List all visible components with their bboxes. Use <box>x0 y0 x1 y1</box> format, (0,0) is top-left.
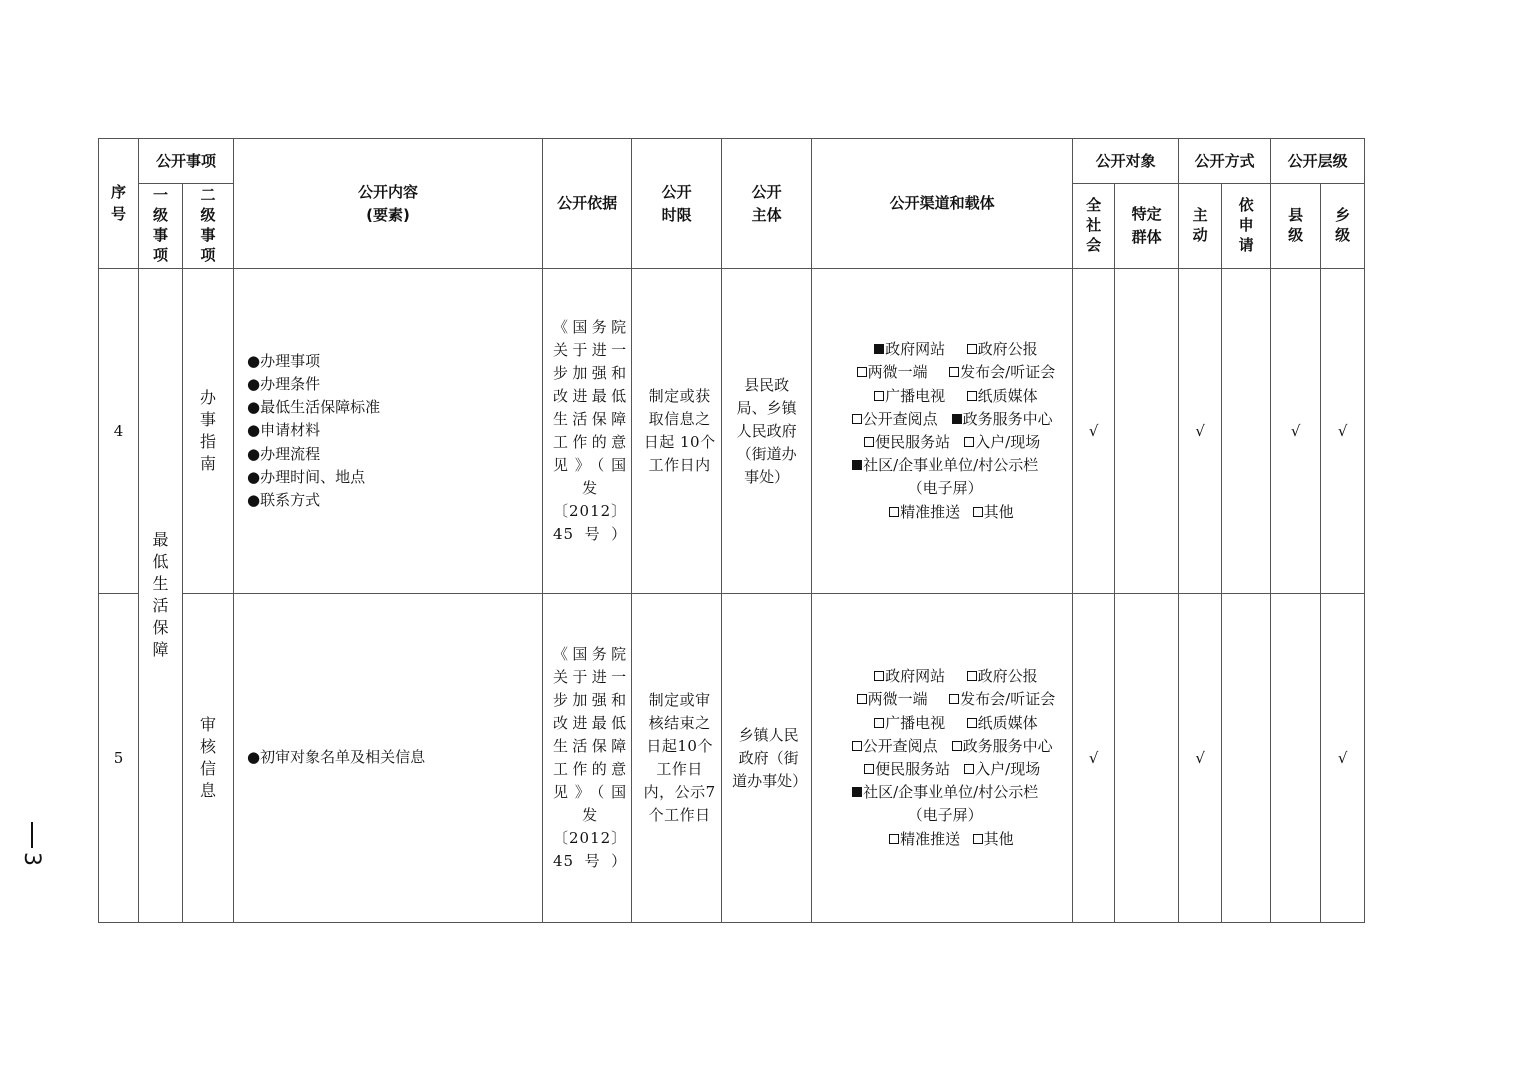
basis-line: 45号） <box>553 852 628 870</box>
unchecked-box-icon <box>964 764 974 774</box>
channel-option <box>967 387 1038 405</box>
channel-label: （电子屏） <box>907 479 983 498</box>
unchecked-box-icon <box>852 741 862 751</box>
channel-row <box>824 361 1066 384</box>
basis-cell <box>543 594 632 923</box>
channel-option <box>952 410 1053 428</box>
channels-cell <box>812 269 1073 594</box>
header-level-town: 乡级 <box>1321 184 1365 269</box>
channel-option <box>949 690 1055 708</box>
subject-cell: 县民政局、乡镇人民政府（街道办事处） <box>722 269 812 594</box>
channel-option <box>835 688 949 711</box>
basis-line: 见》（国 <box>553 456 628 474</box>
channel-option <box>838 735 952 758</box>
channel-row <box>824 804 1066 827</box>
channel-label: 发布会/听证会 <box>960 690 1056 709</box>
header-method-active: 主动 <box>1179 184 1222 269</box>
header-method-apply: 依申请 <box>1222 184 1271 269</box>
level-town-check: √ <box>1321 594 1365 923</box>
method-apply-check <box>1222 269 1271 594</box>
channel-label: 入户/现场 <box>975 433 1041 451</box>
basis-line: 关于进一 <box>553 668 628 686</box>
channel-option <box>908 479 983 497</box>
header-object: 公开对象 <box>1073 139 1179 184</box>
channel-option <box>877 828 973 851</box>
object-specific-check <box>1115 269 1179 594</box>
basis-line: 《国务院 <box>553 318 628 336</box>
content-item: ● 初审对象名单及相关信息 <box>247 746 542 769</box>
unchecked-box-icon <box>889 834 899 844</box>
seq-cell: 5 <box>99 594 139 923</box>
content-item: ● 办理事项 <box>247 350 542 373</box>
channel-label: 两微一端 <box>867 363 928 382</box>
channel-label: 便民服务站 <box>875 760 951 778</box>
channel-label: 精准推送 <box>900 502 961 521</box>
unchecked-box-icon <box>967 671 977 681</box>
basis-cell <box>543 269 632 594</box>
unchecked-box-icon <box>973 507 983 517</box>
header-object-specific: 特定群体 <box>1115 184 1179 269</box>
basis-line: 生活保障 <box>553 410 628 428</box>
channel-option <box>967 667 1038 685</box>
channel-row <box>824 828 1066 851</box>
page-number-dash <box>31 822 33 848</box>
channel-option <box>852 456 1038 474</box>
content-list <box>234 746 542 769</box>
disclosure-table <box>98 138 1365 923</box>
channel-option <box>853 712 967 735</box>
channel-row <box>824 501 1066 524</box>
header-method: 公开方式 <box>1179 139 1271 184</box>
channel-label: 广播电视 <box>885 386 946 405</box>
header-level: 公开层级 <box>1271 139 1365 184</box>
channel-option <box>877 501 973 524</box>
channel-row <box>824 454 1066 477</box>
channel-row <box>824 758 1066 781</box>
channel-label: 社区/企事业单位/村公示栏 <box>863 783 1039 802</box>
channel-label: 纸质媒体 <box>977 713 1038 732</box>
channel-label: （电子屏） <box>907 806 983 825</box>
channel-row <box>824 338 1066 361</box>
content-item: ● 办理流程 <box>247 443 542 466</box>
channel-label: 精准推送 <box>900 829 961 848</box>
object-all-check: √ <box>1073 594 1115 923</box>
header-level-county: 县级 <box>1271 184 1321 269</box>
unchecked-box-icon <box>874 718 884 728</box>
channel-row <box>824 781 1066 804</box>
table-row <box>99 594 1365 923</box>
basis-line: 工作的意 <box>553 760 628 778</box>
basis-line: 见》（国 <box>553 783 628 801</box>
level-town-check: √ <box>1321 269 1365 594</box>
channel-row <box>824 477 1066 500</box>
channel-option <box>973 503 1014 521</box>
unchecked-box-icon <box>967 391 977 401</box>
channel-label: 公开查阅点 <box>862 409 938 428</box>
channel-option <box>838 408 952 431</box>
channel-option <box>853 385 967 408</box>
channel-label: 社区/企事业单位/村公示栏 <box>863 456 1039 475</box>
basis-line: 工作的意 <box>553 433 628 451</box>
header-seq: 序号 <box>99 139 139 269</box>
unchecked-box-icon <box>864 437 874 447</box>
subject-cell: 乡镇人民政府（街道办事处） <box>722 594 812 923</box>
channel-label: 入户/现场 <box>975 760 1041 778</box>
unchecked-box-icon <box>964 437 974 447</box>
checked-box-icon <box>852 787 862 797</box>
level-county-check <box>1271 594 1321 923</box>
unchecked-box-icon <box>973 834 983 844</box>
channel-option <box>853 665 967 688</box>
channel-option <box>952 737 1053 755</box>
header-content: 公开内容 (要素) <box>234 139 543 269</box>
method-apply-check <box>1222 594 1271 923</box>
channel-row <box>824 431 1066 454</box>
channel-label: 两微一端 <box>867 690 928 709</box>
content-item: ● 联系方式 <box>247 489 542 512</box>
basis-line: 改进最低 <box>553 714 628 732</box>
channel-label: 发布会/听证会 <box>960 363 1056 382</box>
unchecked-box-icon <box>952 741 962 751</box>
channel-label: 政务服务中心 <box>962 409 1053 428</box>
channel-option <box>853 338 967 361</box>
content-item: ● 办理条件 <box>247 373 542 396</box>
channel-row <box>824 712 1066 735</box>
header-channels: 公开渠道和载体 <box>812 139 1073 269</box>
object-all-check: √ <box>1073 269 1115 594</box>
object-specific-check <box>1115 594 1179 923</box>
unchecked-box-icon <box>864 764 874 774</box>
channel-label: 政府公报 <box>977 667 1038 686</box>
level-county-check: √ <box>1271 269 1321 594</box>
basis-line: 步加强和 <box>553 691 628 709</box>
seq-cell: 4 <box>99 269 139 594</box>
header-matters: 公开事项 <box>139 139 234 184</box>
channel-option <box>850 758 964 781</box>
channel-label: 广播电视 <box>885 713 946 732</box>
channel-option <box>852 783 1038 801</box>
unchecked-box-icon <box>852 414 862 424</box>
unchecked-box-icon <box>857 694 867 704</box>
channel-label: 政府公报 <box>977 340 1038 359</box>
header-basis: 公开依据 <box>543 139 632 269</box>
header-limit: 公开时限 <box>632 139 722 269</box>
basis-line: 发〔2012〕 <box>553 806 628 847</box>
basis-line: 改进最低 <box>553 387 628 405</box>
content-list <box>234 350 542 512</box>
basis-line: 关于进一 <box>553 341 628 359</box>
limit-cell: 制定或审核结束之日起10个工作日内，公示7个工作日 <box>632 594 722 923</box>
header-level1: 一级事项 <box>139 184 183 269</box>
channel-row <box>824 665 1066 688</box>
channel-label: 政府网站 <box>885 667 946 686</box>
channel-option <box>967 714 1038 732</box>
channel-option <box>908 806 983 824</box>
channel-label: 便民服务站 <box>875 433 951 451</box>
unchecked-box-icon <box>857 367 867 377</box>
header-object-all: 全社会 <box>1073 184 1115 269</box>
channel-option <box>964 760 1040 778</box>
channel-label: 其他 <box>983 829 1014 848</box>
content-item: ● 最低生活保障标准 <box>247 396 542 419</box>
checked-box-icon <box>874 344 884 354</box>
level2-cell: 办事指南 <box>183 269 234 594</box>
limit-cell: 制定或获取信息之日起 10个工作日内 <box>632 269 722 594</box>
basis-line: 45号） <box>553 525 628 543</box>
checked-box-icon <box>952 414 962 424</box>
content-cell <box>234 594 543 923</box>
unchecked-box-icon <box>874 671 884 681</box>
unchecked-box-icon <box>967 344 977 354</box>
method-active-check: √ <box>1179 594 1222 923</box>
level1-cell: 最低生活保障 <box>139 269 183 923</box>
channel-label: 政务服务中心 <box>962 736 1053 755</box>
channel-row <box>824 688 1066 711</box>
channel-option <box>973 830 1014 848</box>
channel-row <box>824 735 1066 758</box>
channel-option <box>949 363 1055 381</box>
unchecked-box-icon <box>949 694 959 704</box>
content-cell <box>234 269 543 594</box>
channel-row <box>824 385 1066 408</box>
channel-option <box>835 361 949 384</box>
unchecked-box-icon <box>889 507 899 517</box>
channel-label: 纸质媒体 <box>977 386 1038 405</box>
level2-cell: 审核信息 <box>183 594 234 923</box>
unchecked-box-icon <box>874 391 884 401</box>
channel-option <box>967 340 1038 358</box>
header-subject: 公开主体 <box>722 139 812 269</box>
channels-cell <box>812 594 1073 923</box>
page-number-text: 3 <box>19 852 44 866</box>
channel-row <box>824 408 1066 431</box>
channel-label: 其他 <box>983 502 1014 521</box>
page-number <box>19 822 44 876</box>
channel-label: 政府网站 <box>885 340 946 359</box>
unchecked-box-icon <box>949 367 959 377</box>
header-level2: 二级事项 <box>183 184 234 269</box>
channel-label: 公开查阅点 <box>862 736 938 755</box>
unchecked-box-icon <box>967 718 977 728</box>
content-item: ● 申请材料 <box>247 419 542 442</box>
basis-line: 《国务院 <box>553 645 628 663</box>
basis-line: 生活保障 <box>553 737 628 755</box>
content-item: ● 办理时间、地点 <box>247 466 542 489</box>
channel-option <box>850 431 964 454</box>
table-row <box>99 269 1365 594</box>
basis-line: 发〔2012〕 <box>553 479 628 520</box>
channel-option <box>964 433 1040 451</box>
basis-line: 步加强和 <box>553 364 628 382</box>
checked-box-icon <box>852 460 862 470</box>
method-active-check: √ <box>1179 269 1222 594</box>
